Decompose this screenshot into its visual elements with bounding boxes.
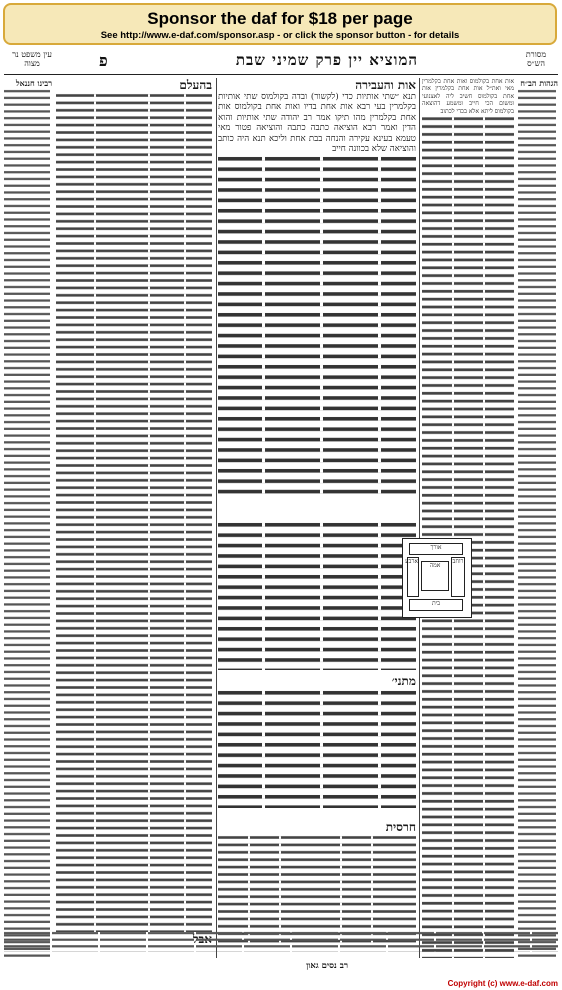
masoret-text-texture	[518, 88, 558, 958]
masoret-hashas-label: מסורת הש״ס	[525, 50, 547, 68]
gemara-heading: אות והעבירה	[355, 78, 416, 92]
rashi-column	[422, 78, 514, 958]
column-divider-right	[419, 78, 420, 958]
sponsor-subtitle[interactable]: See http://www.e-daf.com/sponsor.asp - or click the sponsor button - for details	[100, 30, 460, 41]
ein-mishpat-label: עין משפט נר מצוה	[12, 50, 52, 68]
gemara-text: תנא ״שתי אותיות כדי (לקשור) ובדה בקולמוס שתי אותיות בקלמרין בעי רבא אות אחת בדיו ואות אחת בקולמוס אות אחת בקלמרין מהו תיקו אמר רב יהודה שתי אותיות והוא הדין ואמר רבא הוציאה כתבה כתבה והוציאה פטור מאי טעמא בעינא עקירה והנחה בבת אחת וליכא תנא היה כותב והוציאה שלא בכוונה חייב	[218, 92, 416, 155]
header-rule	[4, 74, 558, 75]
diagram-cell-left: ארבע	[407, 557, 419, 597]
measurement-diagram	[402, 538, 472, 618]
diagram-cell-bottom: בית	[409, 599, 463, 611]
commentary-lower-mid	[218, 820, 416, 948]
folio-number: פ	[99, 51, 108, 70]
mishnah-block	[218, 674, 416, 814]
sponsor-title[interactable]: Sponsor the daf for $18 per page	[147, 9, 413, 28]
tosafot-column	[56, 78, 212, 958]
chersit-keyword: חרסית	[385, 820, 416, 834]
masoret-heading: הגהות הב״ח	[520, 78, 558, 88]
rabbenu-chananel-texture	[4, 88, 52, 958]
page-footer	[4, 938, 558, 970]
tosafot-keyword: בהעלם	[179, 78, 212, 92]
page-header	[4, 50, 558, 74]
column-divider-left	[216, 78, 217, 958]
page-title: המוציא יין פרק שמיני שבת	[235, 51, 418, 69]
gemara-column-lower	[218, 520, 416, 670]
sponsor-banner[interactable]	[3, 3, 557, 45]
tosafot-texture	[56, 92, 212, 932]
rashi-text-texture	[422, 115, 514, 958]
copyright-link[interactable]: Copyright (c) www.e-daf.com	[447, 979, 558, 988]
rabbenu-chananel-column	[4, 78, 52, 958]
rabbenu-chananel-heading: רבינו חננאל	[15, 78, 52, 88]
mishnah-keyword: מתני׳	[391, 674, 416, 688]
gemara-text-texture	[218, 154, 416, 494]
mishnah-texture	[218, 688, 416, 808]
rashi-text: אות אחת בקולמוס ואות אחת בקלמרין מאי ואת״ל אות אחת בקלמרין אות אחת בקולמוס חשיב ליה לאצנועי ומשום הכי חייב ומשמע דהוצאה בקולמוס ליתא אלא בכדי לכתוב	[422, 78, 514, 115]
masoret-column	[518, 78, 558, 958]
rav-nissim-gaon-label: רב נסים גאון	[306, 961, 348, 971]
gemara-column	[218, 78, 416, 518]
gemara-lower-texture	[218, 520, 416, 670]
diagram-cell-right: רוחב	[451, 557, 465, 597]
diagram-cell-center: אמה	[421, 561, 449, 591]
talmud-page	[4, 50, 558, 972]
diagram-cell-top: אורך	[409, 543, 463, 555]
